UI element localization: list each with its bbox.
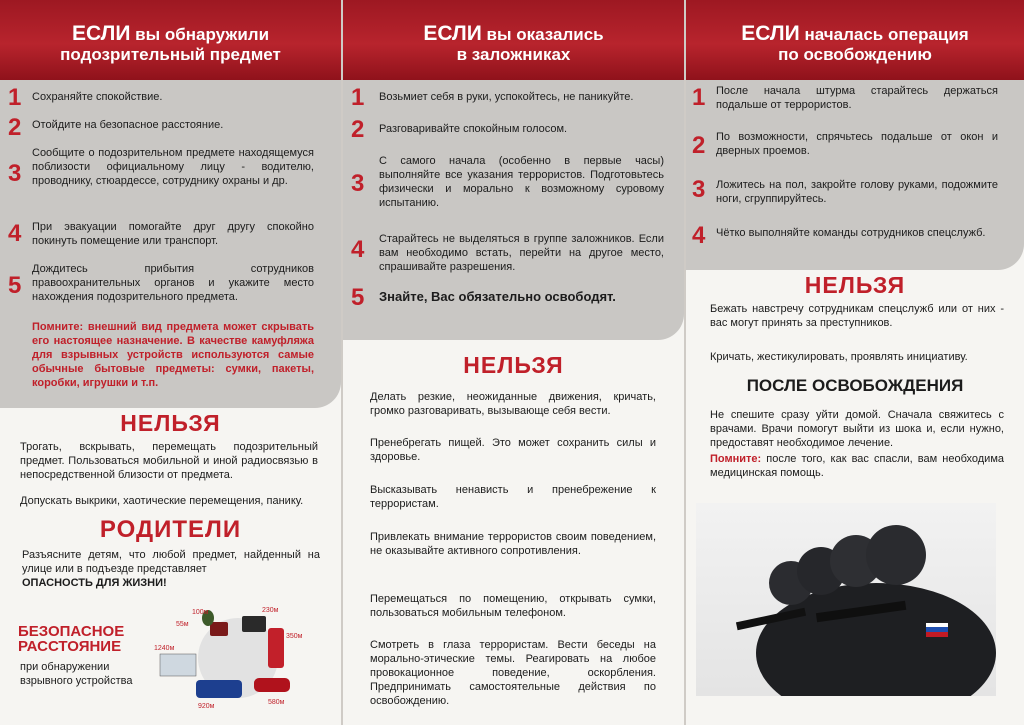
panel3-forbidden-item: Бежать навстречу сотрудникам спецслужб или от них - вас могут принять за преступников. bbox=[710, 303, 1004, 329]
distance-label: 350м bbox=[286, 633, 303, 640]
step-number: 1 bbox=[692, 84, 706, 111]
step-text: При эвакуации помогайте друг другу спокойно покинуть помещение или транспорт. bbox=[32, 221, 314, 247]
step-text: Чётко выполняйте команды сотрудников спецслужб. bbox=[716, 227, 986, 239]
step-number: 3 bbox=[692, 176, 706, 203]
panel3-remember-note bbox=[710, 452, 1004, 480]
distance-label: 1240м bbox=[154, 645, 175, 652]
distance-label: 580м bbox=[268, 699, 285, 706]
panel3-forbidden-item: Кричать, жестикулировать, проявлять инициативу. bbox=[710, 351, 968, 363]
safe-distance-title bbox=[18, 624, 124, 654]
panel1-forbidden-text-1: Трогать, вскрывать, перемещать подозрительный предмет. Пользоваться мобильной и иной радиосвязью в непосредственной близости от предмета. bbox=[20, 441, 318, 481]
step-text: Возьмиет себя в руки, успокойтесь, не паникуйте. bbox=[379, 91, 634, 103]
remember-text: после того, как вас спасли, вам необходима медицинская помощь. bbox=[710, 453, 1004, 479]
after-release-title: ПОСЛЕ ОСВОБОЖДЕНИЯ bbox=[746, 376, 964, 395]
remember-label: Помните: bbox=[710, 453, 762, 465]
forbidden-item: Перемещаться по помещению, открывать сумки, пользоваться мобильным телефоном. bbox=[370, 593, 656, 619]
car-icon bbox=[254, 678, 290, 692]
step-number: 3 bbox=[8, 160, 22, 187]
suitcase-icon bbox=[268, 628, 284, 668]
bag-icon bbox=[210, 622, 228, 636]
step-number: 4 bbox=[8, 220, 22, 247]
special-forces-photo bbox=[696, 503, 996, 696]
parents-text: Разъясните детям, что любой предмет, найденный на улице или в подъезде представляет bbox=[22, 549, 320, 575]
step-text: Сохраняйте спокойствие. bbox=[32, 91, 163, 103]
panel2-forbidden-title: НЕЛЬЗЯ bbox=[463, 352, 564, 378]
step-number: 1 bbox=[351, 84, 365, 111]
panel1-forbidden-text-2: Допускать выкрики, хаотические перемещения, панику. bbox=[20, 495, 304, 507]
safe-distance-subtitle: при обнаружении взрывного устройства bbox=[20, 661, 133, 687]
panel1-header-if: ЕСЛИ bbox=[71, 22, 131, 45]
panel1-remember-note bbox=[32, 320, 314, 390]
soldiers-image bbox=[696, 503, 996, 696]
panel2-header bbox=[343, 0, 684, 80]
panel1-forbidden-title: НЕЛЬЗЯ bbox=[120, 410, 221, 436]
step-text: Старайтесь не выделяться в группе заложников. Если вам необходимо встать, перейти на другое место, спрашивайте разрешения. bbox=[379, 233, 664, 273]
forbidden-item: Пренебрегать пищей. Это может сохранить силы и здоровье. bbox=[370, 437, 656, 463]
step-number: 2 bbox=[8, 114, 22, 141]
panel1-header-line2: подозрительный предмет bbox=[60, 45, 281, 64]
panel2-header-if: ЕСЛИ bbox=[423, 22, 482, 45]
step-text: С самого начала (особенно в первые часы) выполняйте все указания террористов. Подготовьтесь физически и морально к возможному суровому испытанию. bbox=[379, 155, 664, 209]
step-number: 4 bbox=[351, 236, 365, 263]
panel3-forbidden-title: НЕЛЬЗЯ bbox=[804, 272, 906, 298]
step-text: Отойдите на безопасное расстояние. bbox=[32, 119, 224, 131]
briefcase-icon bbox=[242, 616, 266, 632]
remember-text: внешний вид предмета может скрывать его настоящее назначение. В качестве камуфляжа для взрывных устройств используются самые обычные бытовые предметы: сумки, пакеты, коробки, игрушки и т.п. bbox=[32, 321, 314, 389]
truck-icon bbox=[160, 654, 196, 676]
forbidden-item: Высказывать ненависть и пренебрежение к террористам. bbox=[370, 484, 656, 510]
step-number: 3 bbox=[351, 170, 365, 197]
step-number: 5 bbox=[8, 272, 22, 299]
step-number: 2 bbox=[351, 116, 365, 143]
distance-label: 100м bbox=[192, 609, 209, 616]
panel3-header-if: ЕСЛИ bbox=[741, 22, 800, 45]
parents-title: РОДИТЕЛИ bbox=[99, 516, 242, 543]
step-number: 5 bbox=[351, 284, 365, 311]
panel1-header bbox=[0, 0, 341, 80]
forbidden-item: Смотреть в глаза террористам. Вести беседы на морально-этические темы. Реагировать на любое провокационное поведение, оскорбления. Предпринимать самостоятельные действия по освобождению. bbox=[370, 639, 656, 707]
panel3-header bbox=[686, 0, 1024, 80]
van-icon bbox=[196, 680, 242, 698]
panel1-header-line1: вы обнаружили bbox=[130, 25, 270, 44]
step-text: Сообщите о подозрительном предмете находящемуся поблизости официальному лицу - водителю, проводнику, стюардессе, сотруднику охраны и др. bbox=[32, 147, 314, 187]
safe-distance-title-2: РАССТОЯНИЕ bbox=[18, 638, 122, 655]
step-number: 1 bbox=[8, 84, 22, 111]
step-text: После начала штурма старайтесь держаться подальше от террористов. bbox=[716, 85, 998, 111]
panel3-header-line1: началась операция bbox=[799, 25, 969, 44]
step-text: Знайте, Вас обязательно освободят. bbox=[379, 289, 616, 304]
panel3-header-line2: по освобождению bbox=[778, 45, 932, 64]
step-number: 2 bbox=[692, 132, 706, 159]
forbidden-item: Привлекать внимание террористов своим поведением, не оказывайте активного сопротивления. bbox=[370, 531, 656, 557]
panel-hostages bbox=[343, 0, 684, 725]
distance-label: 55м bbox=[176, 621, 189, 628]
step-text: Ложитесь на пол, закройте голову руками, подожмите ноги, сгруппируйтесь. bbox=[716, 179, 998, 205]
panel2-header-line2: в заложниках bbox=[456, 45, 571, 64]
panel-suspicious-object bbox=[0, 0, 341, 725]
step-text: Дождитесь прибытия сотрудников правоохранительных органов и укажите место нахождения подозрительного предмета. bbox=[32, 263, 314, 303]
step-number: 4 bbox=[692, 222, 706, 249]
parents-danger: ОПАСНОСТЬ ДЛЯ ЖИЗНИ! bbox=[22, 577, 167, 589]
forbidden-item: Делать резкие, неожиданные движения, кричать, громко разговаривать, вызывающе себя вести. bbox=[370, 391, 656, 417]
step-text: По возможности, спрячьтесь подальше от окон и дверных проемов. bbox=[716, 131, 998, 157]
distance-label: 230м bbox=[262, 607, 279, 614]
panel-rescue-operation bbox=[686, 0, 1024, 725]
distance-label: 920м bbox=[198, 703, 215, 710]
after-release-text: Не спешите сразу уйти домой. Сначала свяжитесь с врачами. Врачи помогут выйти из шока и, если нужно, предоставят необходимое лечение. bbox=[710, 409, 1004, 449]
remember-label: Помните: bbox=[32, 321, 84, 333]
panel2-header-line1: вы оказались bbox=[481, 25, 604, 44]
safe-distance-illustration bbox=[150, 600, 325, 710]
safe-distance-title-1: БЕЗОПАСНОЕ bbox=[18, 623, 125, 640]
step-text: Разговаривайте спокойным голосом. bbox=[379, 123, 568, 135]
